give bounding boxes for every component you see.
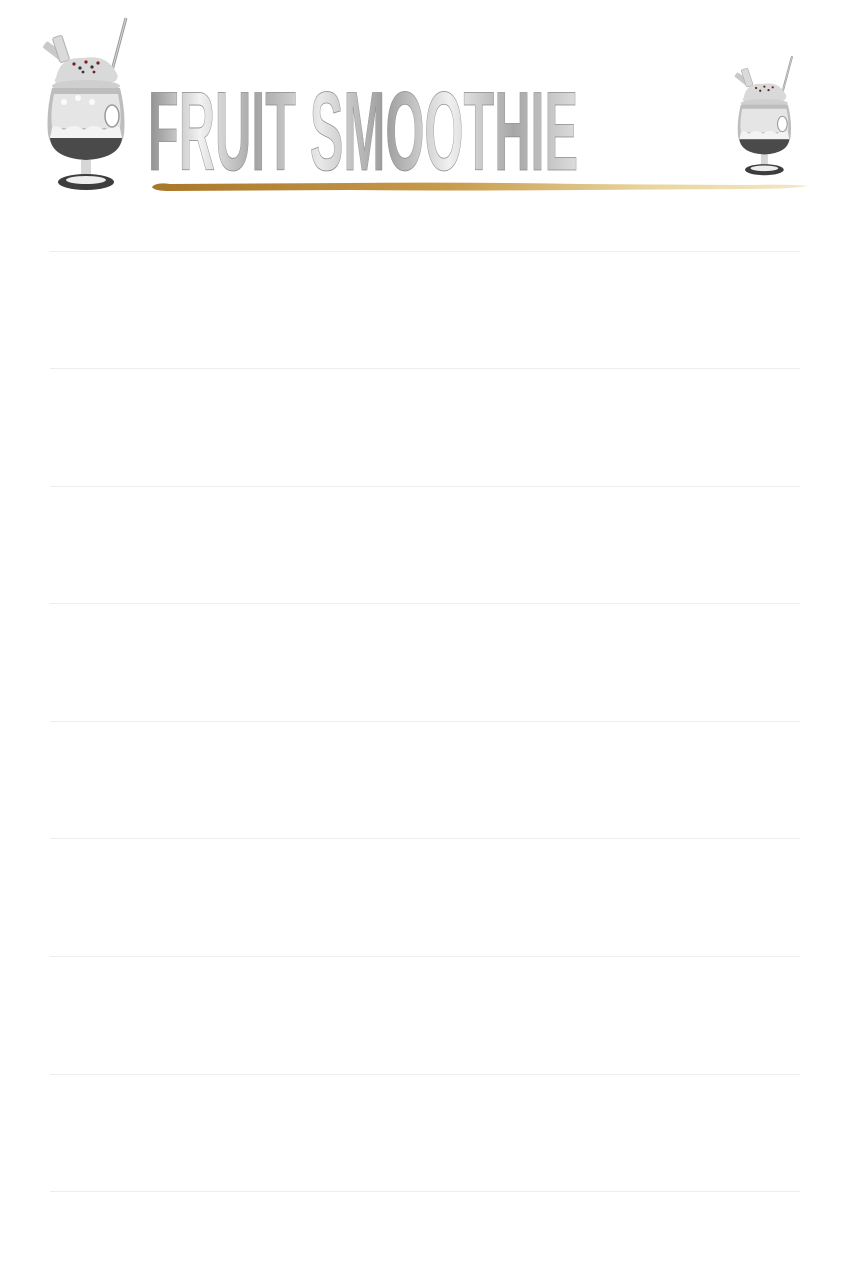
writing-line bbox=[50, 1074, 800, 1075]
writing-line bbox=[50, 1191, 800, 1192]
writing-line bbox=[50, 251, 800, 252]
writing-line bbox=[50, 603, 800, 604]
writing-line bbox=[50, 956, 800, 957]
writing-line bbox=[50, 838, 800, 839]
writing-line bbox=[50, 486, 800, 487]
title-text: FRUIT SMOOTHIE bbox=[148, 82, 578, 178]
writing-line bbox=[50, 368, 800, 369]
writing-line bbox=[50, 721, 800, 722]
